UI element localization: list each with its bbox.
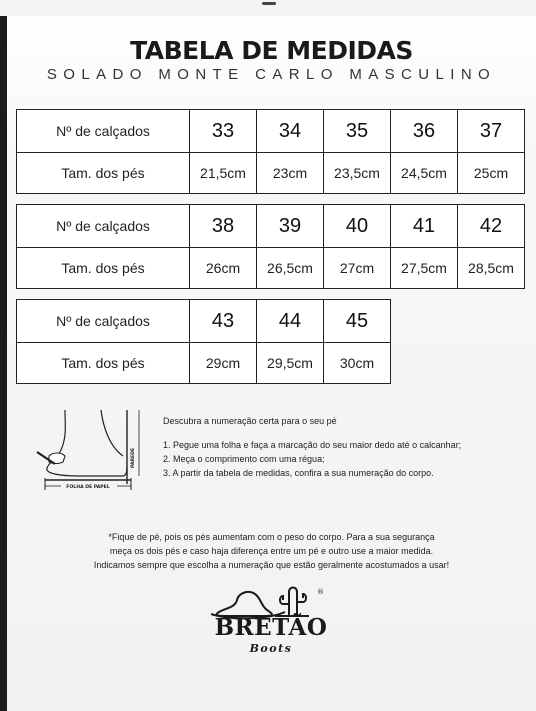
- size-table-1: [16, 109, 525, 194]
- foot-cell: 30cm: [324, 343, 391, 384]
- table-row-feet: [17, 153, 525, 194]
- wall-label: PAREDE: [131, 447, 136, 468]
- instruction-step: 1. Pegue uma folha e faça a marcação do seu maior dedo até o calcanhar;: [163, 440, 462, 450]
- size-table-2: [16, 204, 525, 289]
- top-mark: [262, 2, 276, 5]
- size-cell: 33: [190, 110, 257, 153]
- size-cell: 43: [190, 300, 257, 343]
- logo-sub: Boots: [249, 642, 293, 655]
- measure-instructions: [163, 416, 533, 482]
- table-row-sizes: [17, 110, 525, 153]
- size-chart-page: [7, 16, 536, 711]
- row-label-foot: Tam. dos pés: [17, 248, 190, 289]
- size-cell: 34: [257, 110, 324, 153]
- foot-cell: 28,5cm: [458, 248, 525, 289]
- foot-cell: 27,5cm: [391, 248, 458, 289]
- logo-brand: BRETÃO: [214, 614, 328, 641]
- foot-cell: 29cm: [190, 343, 257, 384]
- size-cell: 35: [324, 110, 391, 153]
- size-cell: 39: [257, 205, 324, 248]
- instructions-heading: Descubra a numeração certa para o seu pé: [163, 416, 337, 426]
- size-cell: 42: [458, 205, 525, 248]
- foot-cell: 27cm: [324, 248, 391, 289]
- foot-cell: 29,5cm: [257, 343, 324, 384]
- table-row-feet: [17, 343, 391, 384]
- size-cell: 44: [257, 300, 324, 343]
- table-row-sizes: [17, 205, 525, 248]
- top-strip: [0, 0, 536, 16]
- footnote: [7, 530, 536, 572]
- row-label-foot: Tam. dos pés: [17, 153, 190, 194]
- paper-label: FOLHA DE PAPEL: [66, 485, 110, 490]
- size-cell: 41: [391, 205, 458, 248]
- row-label-size: Nº de calçados: [17, 110, 190, 153]
- foot-cell: 26cm: [190, 248, 257, 289]
- foot-cell: 25cm: [458, 153, 525, 194]
- footnote-line: Indicamos sempre que escolha a numeração que estão geralmente acostumados a usar!: [93, 560, 450, 570]
- instruction-step: 3. A partir da tabela de medidas, confira a sua numeração do corpo.: [163, 468, 434, 478]
- page-title: TABELA DE MEDIDAS: [130, 36, 413, 65]
- foot-cell: 26,5cm: [257, 248, 324, 289]
- size-cell: 40: [324, 205, 391, 248]
- foot-measure-icon: [31, 406, 151, 496]
- foot-measure-illustration: [31, 406, 151, 496]
- foot-cell: 21,5cm: [190, 153, 257, 194]
- foot-cell: 23cm: [257, 153, 324, 194]
- instruction-step: 2. Meça o comprimento com uma régua;: [163, 454, 325, 464]
- footnote-line: *Fique de pé, pois os pés aumentam com o peso do corpo. Para a sua segurança: [108, 532, 435, 542]
- row-label-size: Nº de calçados: [17, 205, 190, 248]
- size-cell: 36: [391, 110, 458, 153]
- row-label-size: Nº de calçados: [17, 300, 190, 343]
- bretao-logo: [205, 582, 337, 668]
- foot-cell: 23,5cm: [324, 153, 391, 194]
- page-subtitle: SOLADO MONTE CARLO MASCULINO: [46, 66, 497, 83]
- footnote-line: meça os dois pés e caso haja diferença entre um pé e outro use a maior medida.: [109, 546, 434, 556]
- size-cell: 45: [324, 300, 391, 343]
- foot-cell: 24,5cm: [391, 153, 458, 194]
- row-label-foot: Tam. dos pés: [17, 343, 190, 384]
- size-cell: 37: [458, 110, 525, 153]
- size-cell: 38: [190, 205, 257, 248]
- registered-mark: ®: [317, 588, 324, 596]
- table-row-sizes: [17, 300, 391, 343]
- table-row-feet: [17, 248, 525, 289]
- size-table-3: [16, 299, 391, 384]
